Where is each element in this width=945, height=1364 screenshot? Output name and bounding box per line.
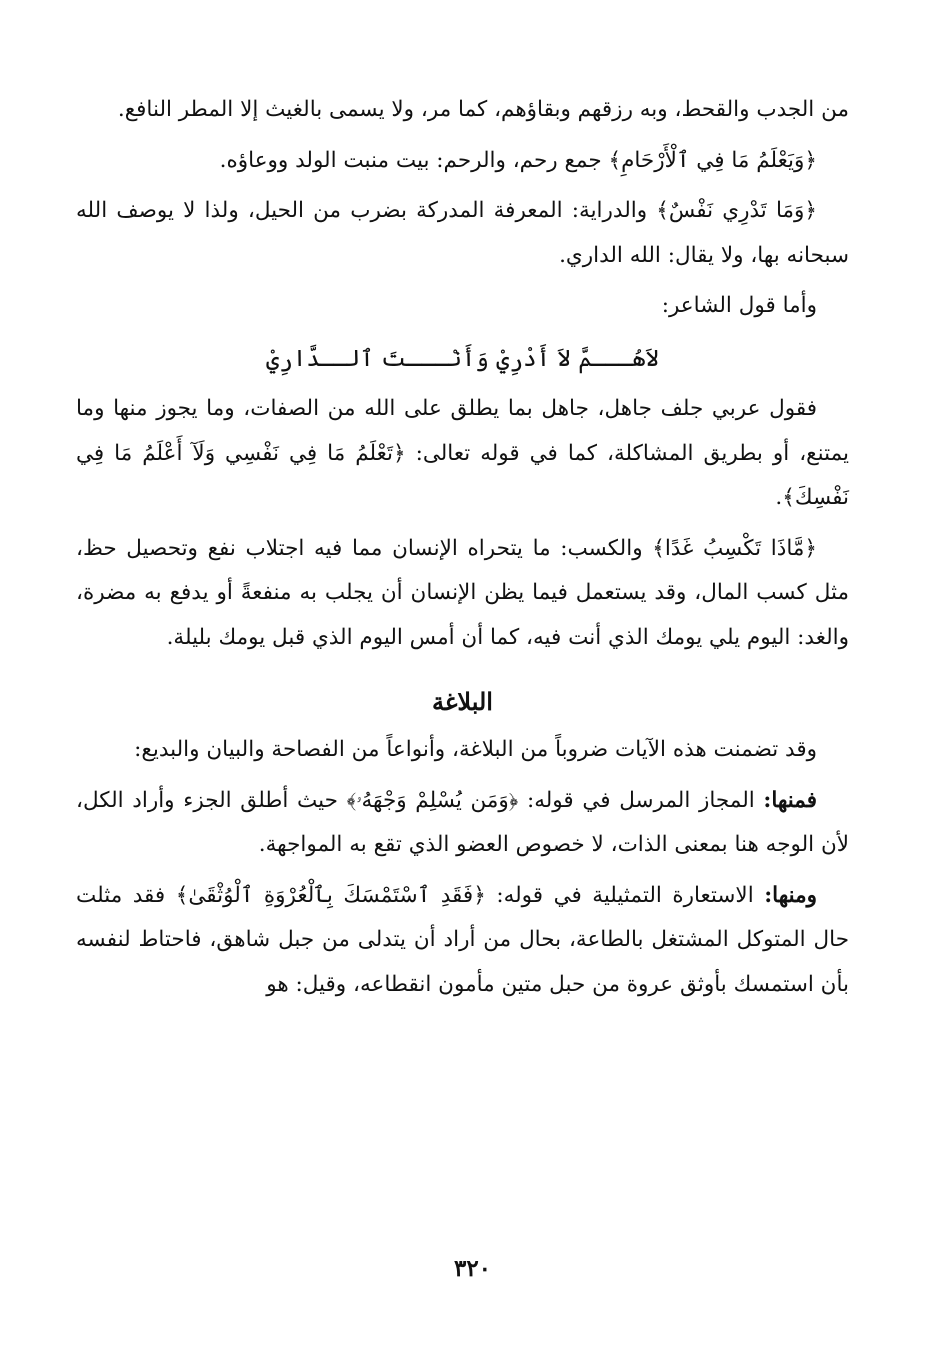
item-lead: ومنها:	[764, 882, 817, 908]
paragraph-balagha-intro: وقد تضمنت هذه الآيات ضروباً من البلاغة، وأنواعاً من الفصاحة والبيان والبديع:	[134, 737, 817, 762]
page-number: ٣٢٠	[453, 1255, 492, 1282]
paragraph-continuation: من الجدب والقحط، وبه رزقهم وبقاؤهم، كما مر، ولا يسمى بالغيث إلا المطر النافع.	[117, 97, 849, 122]
item-text: المجاز المرسل في قوله: ﴿وَمَن يُسْلِمْ وَجْهَهُۥ﴾ حيث أطلق الجزء وأراد الكل، لأن الوجه هنا بمعنى الذات، لا خصوص العضو الذي تقع به المواجهة.	[76, 787, 849, 857]
item-text: الاستعارة التمثيلية في قوله: ﴿فَقَدِ ٱسْتَمْسَكَ بِٱلْعُرْوَةِ ٱلْوُثْقَىٰ﴾ فقد مثلت حال المتوكل المشتغل بالطاعة، بحال من أراد أن يتدلى من جبل شاهق، فاحتاط لنفسه بأن استمسك بأوثق عروة من حبل متين مأمون انقطاعه، وقيل: هو	[76, 882, 849, 997]
section-heading-balagha: البلاغة	[432, 687, 493, 716]
paragraph-istiara	[76, 874, 849, 1008]
item-lead: فمنها:	[763, 787, 817, 813]
paragraph-arham: ﴿وَيَعْلَمُ مَا فِي ٱلْأَرْحَامِ﴾ جمع رحم، والرحم: بيت منبت الولد ووعاؤه.	[219, 147, 817, 173]
paragraph-kasb: ﴿مَّاذَا تَكْسِبُ غَدًا﴾ والكسب: ما يتحراه الإنسان مما فيه اجتلاب نفع وتحصيل حظ، مثل كسب المال، وقد يستعمل فيما يظن الإنسان أن يجلب به منفعةً أو يدفع به مضرة، والغد: اليوم يلي يومك الذي أنت فيه، كما أن أمس اليوم الذي قبل يومك بليلة.	[76, 535, 849, 650]
paragraph-mushakala: فقول عربي جلف جاهل، جاهل بما يطلق على الله من الصفات، وما يجوز منها وما يمتنع، أو بطريق المشاكلة، كما في قوله تعالى: ﴿تَعْلَمُ مَا فِي نَفْسِي وَلَآ أَعْلَمُ مَا فِي نَفْسِكَ﴾.	[76, 396, 849, 510]
paragraph-dirayah: ﴿وَمَا تَدْرِي نَفْسٌ﴾ والدراية: المعرفة المدركة بضرب من الحيل، ولذا لا يوصف الله سبحانه بها، ولا يقال: الله الداري.	[76, 198, 849, 268]
poetry-verse: لاَهُـــمَّ لاَ أَدْرِيْ وَأَنْـــتَ ٱلــدَّارِيْ	[265, 345, 660, 372]
paragraph-majaz-mursal	[76, 779, 849, 868]
paragraph-poet-intro: وأما قول الشاعر:	[661, 293, 817, 318]
